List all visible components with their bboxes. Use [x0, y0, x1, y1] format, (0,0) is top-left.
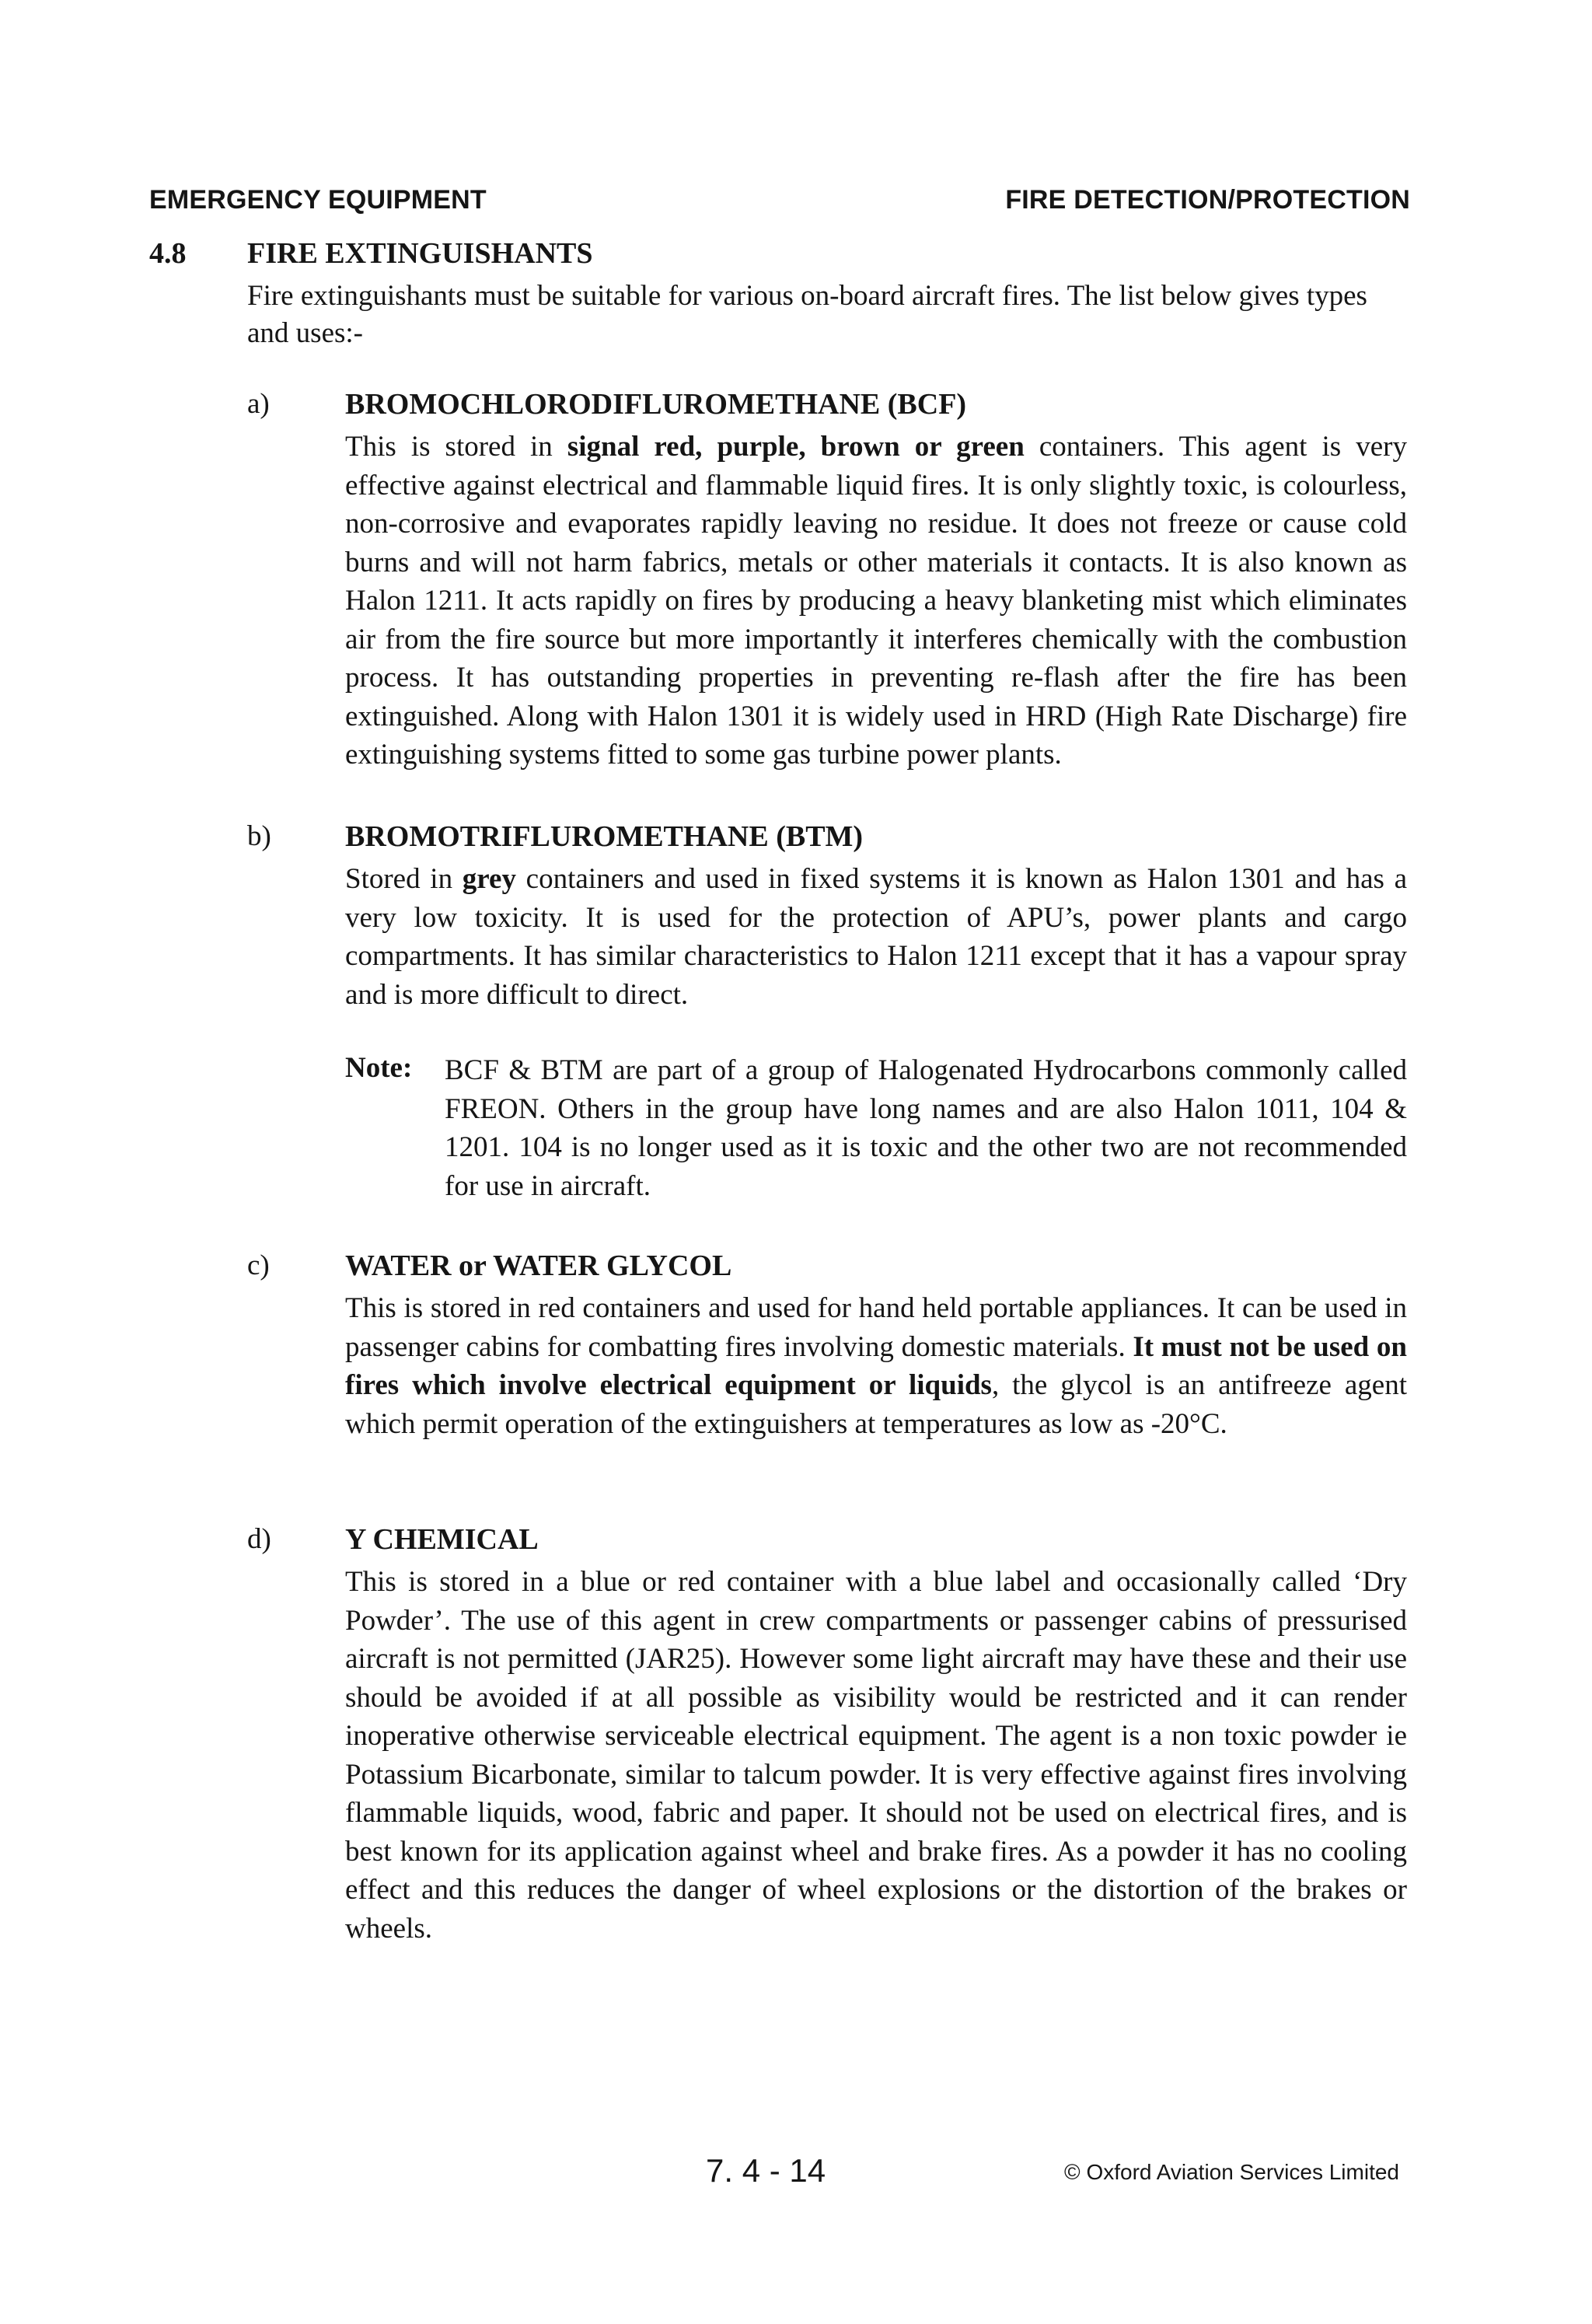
list-item-label: a) [247, 388, 270, 420]
list-item-title: BROMOCHLORODIFLUROMETHANE (BCF) [345, 388, 967, 421]
note-text: BCF & BTM are part of a group of Halogenated Hydrocarbons commonly called FREON. Others in the group have long names and are also Halon 1011, 104 & 1201. 104 is no longer used as it is toxic and the other two are not recommended for use in aircraft. [445, 1054, 1407, 1202]
body-text: , the glycol is an antifreeze agent which permit operation of the extinguishers at temperatures as low as -20°C. [345, 1369, 1407, 1440]
copyright-notice: © Oxford Aviation Services Limited [1064, 2160, 1399, 2184]
list-item-body [345, 1563, 1407, 1948]
body-text: containers and used in fixed systems it is known as Halon 1301 and has a very low toxicity. It is used for the protection of APU’s, power plants and cargo compartments. It has similar characteristics to Halon 1211 except that it has a vapour spray and is more difficult to direct. [345, 863, 1408, 1011]
note-label: Note: [345, 1052, 413, 1084]
running-header-right: FIRE DETECTION/PROTECTION [1005, 185, 1410, 215]
body-text: Stored in [345, 863, 463, 895]
list-item-body [345, 860, 1407, 1014]
list-item-label: b) [247, 820, 271, 852]
body-emphasis: It must not be used on fires which involve electrical equipment or liquids [345, 1330, 1407, 1401]
body-text: containers. This agent is very effective against electrical and flammable liquid fires. It is only slightly toxic, is colourless, non-corrosive and evaporates rapidly leaving no residue. It does not freeze or cause cold burns and will not harm fabrics, metals or other materials it contacts. It is also known as Halon 1211. It acts rapidly on fires by producing a heavy blanketing mist which eliminates air from the fire source but more importantly it interferes chemically with the combustion process. It has outstanding properties in preventing re-flash after the fire has been extinguished. Along with Halon 1301 it is widely used in HRD (High Rate Discharge) fire extinguishing systems fitted to some gas turbine power plants. [345, 431, 1407, 771]
running-header-left: EMERGENCY EQUIPMENT [149, 185, 487, 215]
body-emphasis: signal red, purple, brown or green [567, 431, 1025, 463]
section-title: FIRE EXTINGUISHANTS [247, 237, 593, 270]
section-number: 4.8 [149, 237, 187, 270]
section-intro: Fire extinguishants must be suitable for various on-board aircraft fires. The list below gives types and uses:- [247, 280, 1367, 349]
list-item-title: Y CHEMICAL [345, 1523, 539, 1556]
list-item-title: BROMOTRIFLUROMETHANE (BTM) [345, 820, 864, 853]
list-item-title: WATER or WATER GLYCOL [345, 1249, 732, 1282]
page-number: 7. 4 - 14 [706, 2152, 826, 2189]
body-text: This is stored in a blue or red container with a blue label and occasionally called ‘Dry Powder’. The use of this agent in crew compartments or passenger cabins of pressurised aircraft is not permitted (JAR25). However some light aircraft may have these and their use should be avoided if at all possible as visibility would be restricted and it can render inoperative otherwise serviceable electrical equipment. The agent is a non toxic powder ie Potassium Bicarbonate, similar to talcum powder. It is very effective against fires involving flammable liquids, wood, fabric and paper. It should not be used on electrical fires, and is best known for its application against wheel and brake fires. As a powder it has no cooling effect and this reduces the danger of wheel explosions or the distortion of the brakes or wheels. [345, 1566, 1407, 1945]
list-item-body [345, 1289, 1407, 1443]
body-emphasis: grey [462, 863, 516, 895]
list-item-label: c) [247, 1249, 270, 1281]
body-text: This is stored in [345, 431, 567, 463]
list-item-body [345, 428, 1407, 774]
list-item-label: d) [247, 1523, 271, 1555]
body-text: This is stored in red containers and used for hand held portable appliances. It can be used in passenger cabins for combatting fires involving domestic materials. [345, 1292, 1407, 1363]
